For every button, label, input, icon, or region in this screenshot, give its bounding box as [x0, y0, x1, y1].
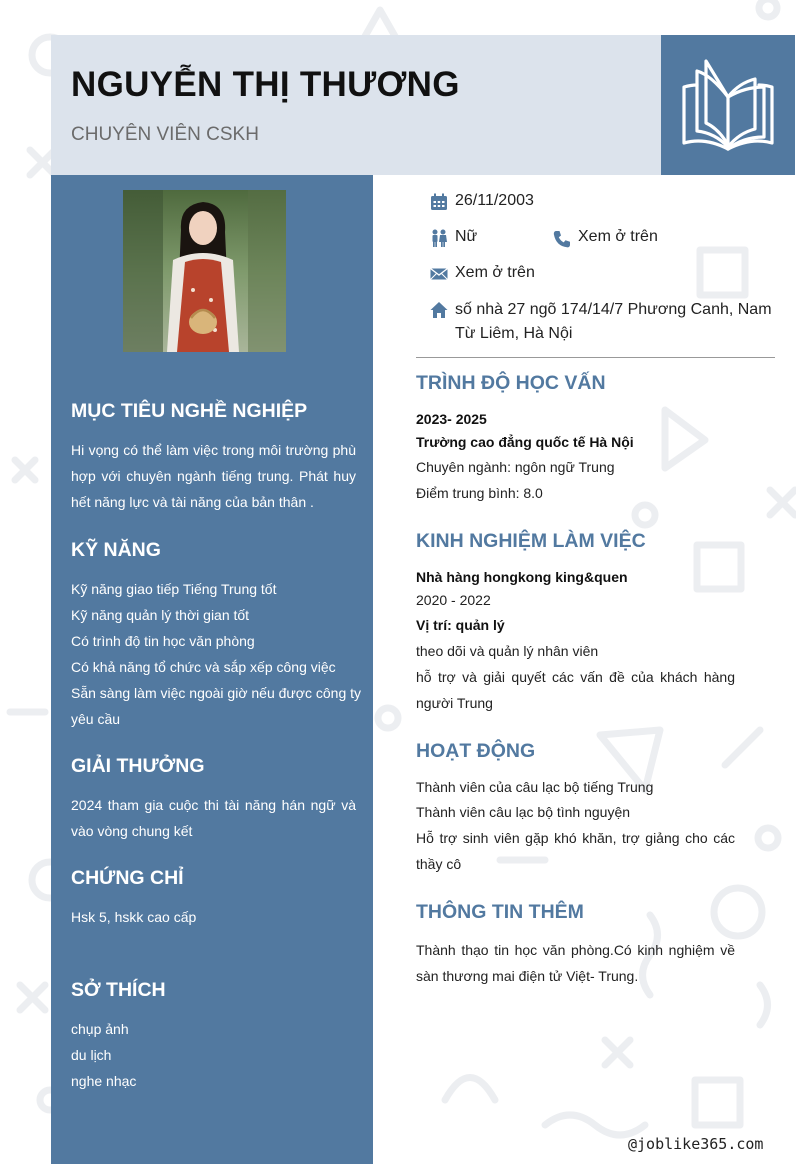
skills-heading: KỸ NĂNG — [71, 539, 161, 561]
awards-text: 2024 tham gia cuộc thi tài năng hán ngữ và vào vòng chung kết — [71, 797, 356, 839]
list-item: Có trình độ tin học văn phòng — [71, 633, 255, 649]
phone: Xem ở trên — [578, 228, 658, 245]
additional-text: Thành thạo tin học văn phòng.Có kinh nghiệm về sàn thương mai điện tử Việt- Trung. — [416, 942, 735, 984]
list-item: nghe nhạc — [71, 1073, 137, 1089]
divider — [416, 357, 775, 358]
experience-company: Nhà hàng hongkong king&quen — [416, 569, 628, 585]
education-gpa: Điểm trung bình: 8.0 — [416, 485, 543, 501]
experience-heading: KINH NGHIỆM LÀM VIỆC — [416, 530, 646, 552]
awards-heading: GIẢI THƯỞNG — [71, 755, 205, 777]
education-heading: TRÌNH ĐỘ HỌC VẤN — [416, 372, 606, 394]
activity-item: Thành viên của câu lạc bộ tiếng Trung — [416, 779, 654, 795]
email-icon — [430, 265, 448, 283]
list-item: Kỹ năng giao tiếp Tiếng Trung tốt — [71, 581, 277, 597]
objective-text: Hi vọng có thể làm việc trong môi trường phù hợp với chuyên ngành tiếng trung. Phát huy hết năng lực và tài năng của bản thân . — [71, 442, 356, 510]
experience-duty: theo dõi và quản lý nhân viên — [416, 643, 599, 659]
email: Xem ở trên — [455, 264, 535, 281]
experience-position: Vị trí: quản lý — [416, 617, 505, 633]
candidate-name: NGUYỄN THỊ THƯƠNG — [71, 65, 460, 104]
activity-item: Thành viên câu lạc bộ tình nguyện — [416, 804, 631, 820]
home-icon — [430, 301, 448, 319]
address: số nhà 27 ngõ 174/14/7 Phương Canh, Nam Từ Liêm, Hà Nội — [455, 301, 772, 342]
watermark: @joblike365.com — [628, 1135, 764, 1153]
experience-period: 2020 - 2022 — [416, 592, 491, 608]
job-title: CHUYÊN VIÊN CSKH — [71, 124, 259, 145]
objective-heading: MỤC TIÊU NGHỀ NGHIỆP — [71, 400, 308, 422]
education-major: Chuyên ngành: ngôn ngữ Trung — [416, 459, 615, 475]
hobbies-heading: SỞ THÍCH — [71, 979, 166, 1001]
certificates-text: Hsk 5, hskk cao cấp — [71, 909, 197, 925]
list-item: du lịch — [71, 1047, 112, 1063]
list-item: Sẵn sàng làm việc ngoài giờ nếu được công ty yêu cầu — [71, 685, 362, 727]
gender-icon — [430, 229, 448, 247]
certificates-heading: CHỨNG CHỈ — [71, 867, 184, 889]
calendar-icon — [430, 193, 448, 211]
list-item: chụp ảnh — [71, 1021, 129, 1037]
birthdate: 26/11/2003 — [455, 192, 534, 209]
list-item: Kỹ năng quản lý thời gian tốt — [71, 607, 250, 623]
activities-heading: HOẠT ĐỘNG — [416, 740, 536, 762]
phone-icon — [553, 230, 571, 248]
education-school: Trường cao đẳng quốc tế Hà Nội — [416, 434, 634, 450]
gender: Nữ — [455, 228, 478, 245]
list-item: Có khả năng tổ chức và sắp xếp công việc — [71, 659, 336, 675]
experience-duty: hỗ trợ và giải quyết các vấn đề của khách hàng người Trung — [416, 669, 735, 711]
education-period: 2023- 2025 — [416, 411, 487, 427]
activity-item: Hỗ trợ sinh viên gặp khó khăn, trợ giảng cho các thầy cô — [416, 830, 735, 872]
additional-heading: THÔNG TIN THÊM — [416, 901, 584, 923]
